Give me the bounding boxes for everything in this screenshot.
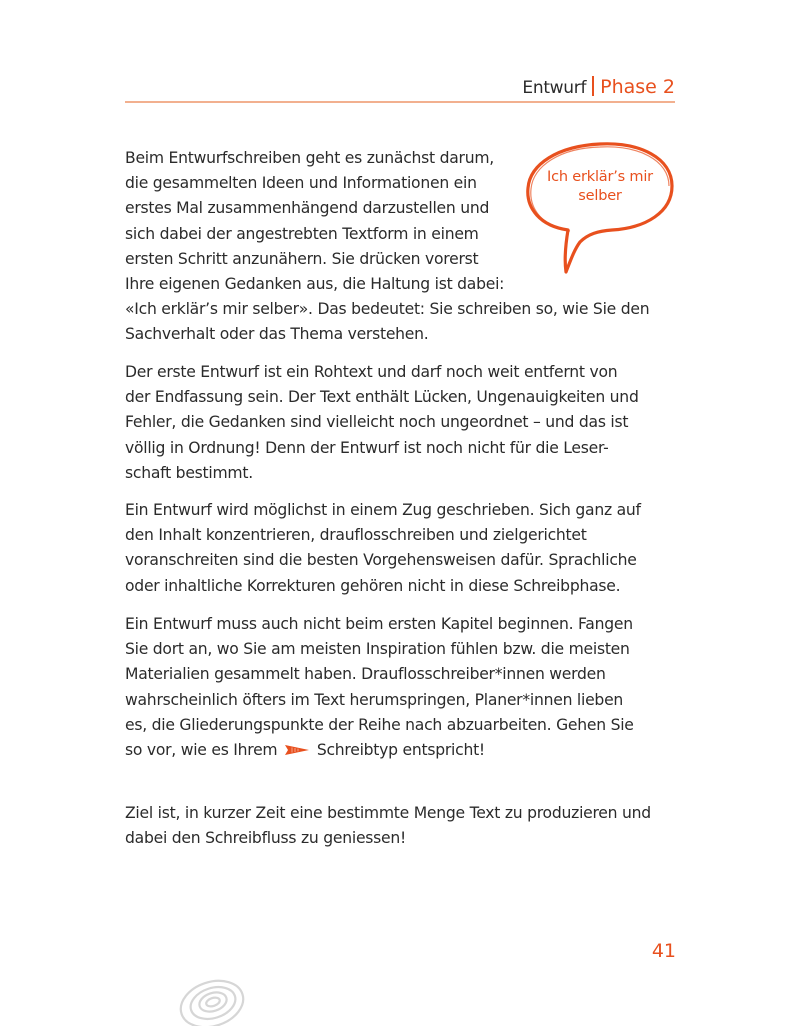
text-line: oder inhaltliche Korrekturen gehören nicht in diese Schreibphase. <box>125 576 621 595</box>
text-fragment: so vor, wie es Ihrem <box>125 741 278 760</box>
text-line: völlig in Ordnung! Denn der Entwurf ist noch nicht für die Leser- <box>125 438 609 457</box>
page-number: 41 <box>651 940 676 962</box>
text-line: voranschreiten sind die besten Vorgehensweisen dafür. Sprachliche <box>125 551 637 570</box>
paragraph-2 <box>125 360 677 486</box>
header-phase-title: Phase 2 <box>600 76 675 98</box>
text-line: Der erste Entwurf ist ein Rohtext und darf noch weit entfernt von <box>125 363 618 381</box>
spiral-icon <box>176 970 248 1026</box>
text-line: den Inhalt konzentrieren, drauflosschreiben und zielgerichtet <box>125 526 587 545</box>
text-line: der Endfassung sein. Der Text enthält Lücken, Ungenauigkeiten und <box>125 388 639 407</box>
paragraph-1 <box>125 146 677 348</box>
text-line: Ein Entwurf muss auch nicht beim ersten Kapitel beginnen. Fangen <box>125 615 633 633</box>
pennant-arrow-icon[interactable] <box>284 744 310 756</box>
text-line: Ein Entwurf wird möglichst in einem Zug geschrieben. Sich ganz auf <box>125 501 641 519</box>
header-rule <box>125 101 675 103</box>
text-line: «Ich erklär’s mir selber». Das bedeutet: Sie schreiben so, wie Sie den <box>125 300 650 319</box>
text-fragment: Schreibtyp entspricht! <box>316 741 485 760</box>
text-line: Materialien gesammelt haben. Drauflosschreiber*innen werden <box>125 665 606 684</box>
header-section-title: Entwurf <box>522 78 587 98</box>
text-line: die gesammelten Ideen und Informationen ein <box>125 174 477 193</box>
text-line: sich dabei der angestrebten Textform in einem <box>125 224 479 243</box>
paragraph-3 <box>125 498 677 599</box>
text-line: dabei den Schreibfluss zu geniessen! <box>125 829 407 848</box>
text-line: ersten Schritt anzunähern. Sie drücken vorerst <box>125 249 479 268</box>
text-line: Sachverhalt oder das Thema verstehen. <box>125 325 429 344</box>
paragraph-4 <box>125 612 677 763</box>
text-line: es, die Gliederungspunkte der Reihe nach abzuarbeiten. Gehen Sie <box>125 715 634 734</box>
text-line: Fehler, die Gedanken sind vielleicht noch ungeordnet – und das ist <box>125 413 629 432</box>
header-separator <box>592 76 594 96</box>
text-line <box>125 738 677 763</box>
text-line: Beim Entwurfschreiben geht es zunächst darum, <box>125 149 494 167</box>
text-line: Ihre eigenen Gedanken aus, die Haltung ist dabei: <box>125 275 505 294</box>
text-line: Sie dort an, wo Sie am meisten Inspiration fühlen bzw. die meisten <box>125 640 630 659</box>
text-line: schaft bestimmt. <box>125 463 253 482</box>
text-line: Ziel ist, in kurzer Zeit eine bestimmte Menge Text zu produzieren und <box>125 804 651 822</box>
callout-text: Ich erklär’s mir selber <box>547 169 653 204</box>
paragraph-5 <box>125 801 677 851</box>
running-header <box>125 74 675 102</box>
text-line: wahrscheinlich öfters im Text herumspringen, Planer*innen lieben <box>125 690 624 709</box>
text-line: erstes Mal zusammenhängend darzustellen und <box>125 199 490 218</box>
